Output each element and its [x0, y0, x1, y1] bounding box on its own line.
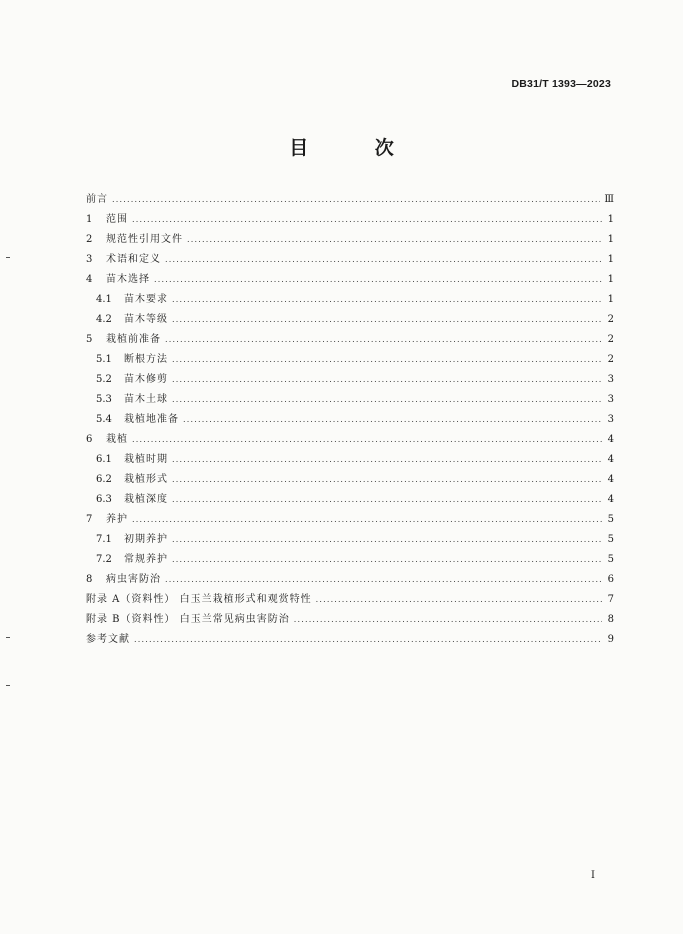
- toc-entry[interactable]: [86, 530, 614, 550]
- toc-entry-number: 8: [86, 574, 93, 585]
- toc-leader-dots: [112, 190, 600, 210]
- toc-entry-label: 附录 A（资料性） 白玉兰栽植形式和观赏特性: [86, 594, 312, 605]
- toc-leader-dots: [294, 610, 602, 630]
- toc-entry-page: 8: [607, 614, 614, 625]
- toc-leader-dots: [172, 350, 602, 370]
- toc-leader-dots: [172, 470, 602, 490]
- toc-leader-dots: [172, 450, 602, 470]
- toc-entry-page: 5: [607, 534, 614, 545]
- toc-leader-dots: [187, 230, 602, 250]
- toc-leader-dots: [165, 330, 602, 350]
- table-of-contents: [86, 190, 614, 650]
- toc-entry-label: 断根方法: [124, 354, 168, 365]
- toc-entry-label: 栽植深度: [124, 494, 168, 505]
- toc-entry[interactable]: [86, 450, 614, 470]
- toc-leader-dots: [183, 410, 602, 430]
- toc-entry[interactable]: [86, 210, 614, 230]
- toc-entry-label: 苗木土球: [124, 394, 168, 405]
- toc-entry-label: 规范性引用文件: [106, 234, 183, 245]
- toc-entry-number: 4: [86, 274, 93, 285]
- toc-entry[interactable]: [86, 330, 614, 350]
- toc-entry-label: 栽植形式: [124, 474, 168, 485]
- toc-entry-label: 初期养护: [124, 534, 168, 545]
- scan-mark: [6, 637, 10, 638]
- toc-entry-label: 苗木要求: [124, 294, 168, 305]
- toc-entry-page: 7: [607, 594, 614, 605]
- toc-entry-label: 参考文献: [86, 634, 130, 645]
- toc-entry-number: 7: [86, 514, 93, 525]
- toc-entry-label: 养护: [106, 514, 128, 525]
- toc-leader-dots: [134, 630, 602, 650]
- toc-entry-number: 5.2: [96, 374, 112, 385]
- toc-entry-label: 栽植前准备: [106, 334, 161, 345]
- toc-entry[interactable]: [86, 490, 614, 510]
- toc-entry-page: Ⅲ: [604, 194, 614, 205]
- toc-entry-number: 5.1: [96, 354, 112, 365]
- toc-entry-page: 4: [607, 454, 614, 465]
- toc-entry-page: 1: [607, 274, 614, 285]
- toc-entry[interactable]: [86, 510, 614, 530]
- toc-entry[interactable]: [86, 430, 614, 450]
- toc-entry-number: 6: [86, 434, 93, 445]
- toc-leader-dots: [165, 570, 602, 590]
- toc-leader-dots: [316, 590, 602, 610]
- toc-entry[interactable]: [86, 270, 614, 290]
- toc-leader-dots: [172, 290, 602, 310]
- toc-entry-number: 3: [86, 254, 93, 265]
- toc-entry-number: 4.1: [96, 294, 112, 305]
- toc-entry-page: 2: [607, 334, 614, 345]
- toc-entry-page: 3: [607, 414, 614, 425]
- page-title: 目 次: [289, 137, 424, 159]
- scan-mark: [6, 685, 10, 686]
- toc-entry-page: 3: [607, 374, 614, 385]
- toc-entry-number: 5: [86, 334, 93, 345]
- toc-entry-label: 苗木修剪: [124, 374, 168, 385]
- toc-entry-label: 病虫害防治: [106, 574, 161, 585]
- toc-entry-label: 术语和定义: [106, 254, 161, 265]
- toc-entry[interactable]: [86, 570, 614, 590]
- toc-entry[interactable]: [86, 390, 614, 410]
- toc-entry-page: 1: [607, 254, 614, 265]
- toc-entry[interactable]: [86, 410, 614, 430]
- toc-leader-dots: [172, 310, 602, 330]
- toc-leader-dots: [154, 270, 602, 290]
- toc-leader-dots: [132, 210, 602, 230]
- toc-entry[interactable]: [86, 370, 614, 390]
- toc-entry-number: 2: [86, 234, 93, 245]
- toc-leader-dots: [172, 370, 602, 390]
- toc-entry-number: 7.2: [96, 554, 112, 565]
- toc-entry[interactable]: [86, 190, 614, 210]
- toc-entry-label: 苗木等级: [124, 314, 168, 325]
- toc-leader-dots: [172, 530, 602, 550]
- toc-leader-dots: [172, 390, 602, 410]
- toc-entry-number: 7.1: [96, 534, 112, 545]
- document-code: DB31/T 1393—2023: [511, 78, 611, 90]
- toc-entry[interactable]: [86, 590, 614, 610]
- toc-entry-page: 4: [607, 494, 614, 505]
- toc-entry[interactable]: [86, 550, 614, 570]
- toc-leader-dots: [165, 250, 602, 270]
- toc-entry-label: 附录 B（资料性） 白玉兰常见病虫害防治: [86, 614, 290, 625]
- toc-entry-page: 1: [607, 214, 614, 225]
- toc-entry-page: 9: [607, 634, 614, 645]
- toc-entry-page: 5: [607, 554, 614, 565]
- toc-entry-page: 4: [607, 474, 614, 485]
- toc-entry-number: 5.3: [96, 394, 112, 405]
- toc-entry[interactable]: [86, 230, 614, 250]
- page-number: I: [591, 870, 595, 881]
- toc-entry-label: 苗木选择: [106, 274, 150, 285]
- toc-leader-dots: [172, 490, 602, 510]
- toc-entry-number: 5.4: [96, 414, 112, 425]
- toc-entry-page: 6: [607, 574, 614, 585]
- toc-entry-page: 2: [607, 354, 614, 365]
- toc-entry[interactable]: [86, 310, 614, 330]
- toc-entry-label: 栽植时期: [124, 454, 168, 465]
- toc-entry-number: 6.2: [96, 474, 112, 485]
- toc-entry[interactable]: [86, 350, 614, 370]
- scan-mark: [6, 257, 10, 258]
- toc-entry[interactable]: [86, 290, 614, 310]
- toc-entry-label: 栽植地准备: [124, 414, 179, 425]
- toc-entry-label: 栽植: [106, 434, 128, 445]
- toc-entry-page: 1: [607, 234, 614, 245]
- toc-entry[interactable]: [86, 470, 614, 490]
- toc-entry-label: 前言: [86, 194, 108, 205]
- toc-entry[interactable]: [86, 610, 614, 630]
- toc-entry-number: 1: [86, 214, 93, 225]
- toc-entry-page: 5: [607, 514, 614, 525]
- toc-entry-label: 常规养护: [124, 554, 168, 565]
- toc-entry-page: 3: [607, 394, 614, 405]
- toc-entry-label: 范围: [106, 214, 128, 225]
- toc-leader-dots: [132, 430, 602, 450]
- toc-entry-number: 4.2: [96, 314, 112, 325]
- toc-leader-dots: [132, 510, 602, 530]
- toc-entry-page: 4: [607, 434, 614, 445]
- toc-entry-page: 1: [607, 294, 614, 305]
- toc-leader-dots: [172, 550, 602, 570]
- toc-entry-number: 6.1: [96, 454, 112, 465]
- toc-entry-number: 6.3: [96, 494, 112, 505]
- toc-entry-page: 2: [607, 314, 614, 325]
- toc-entry[interactable]: [86, 630, 614, 650]
- toc-entry[interactable]: [86, 250, 614, 270]
